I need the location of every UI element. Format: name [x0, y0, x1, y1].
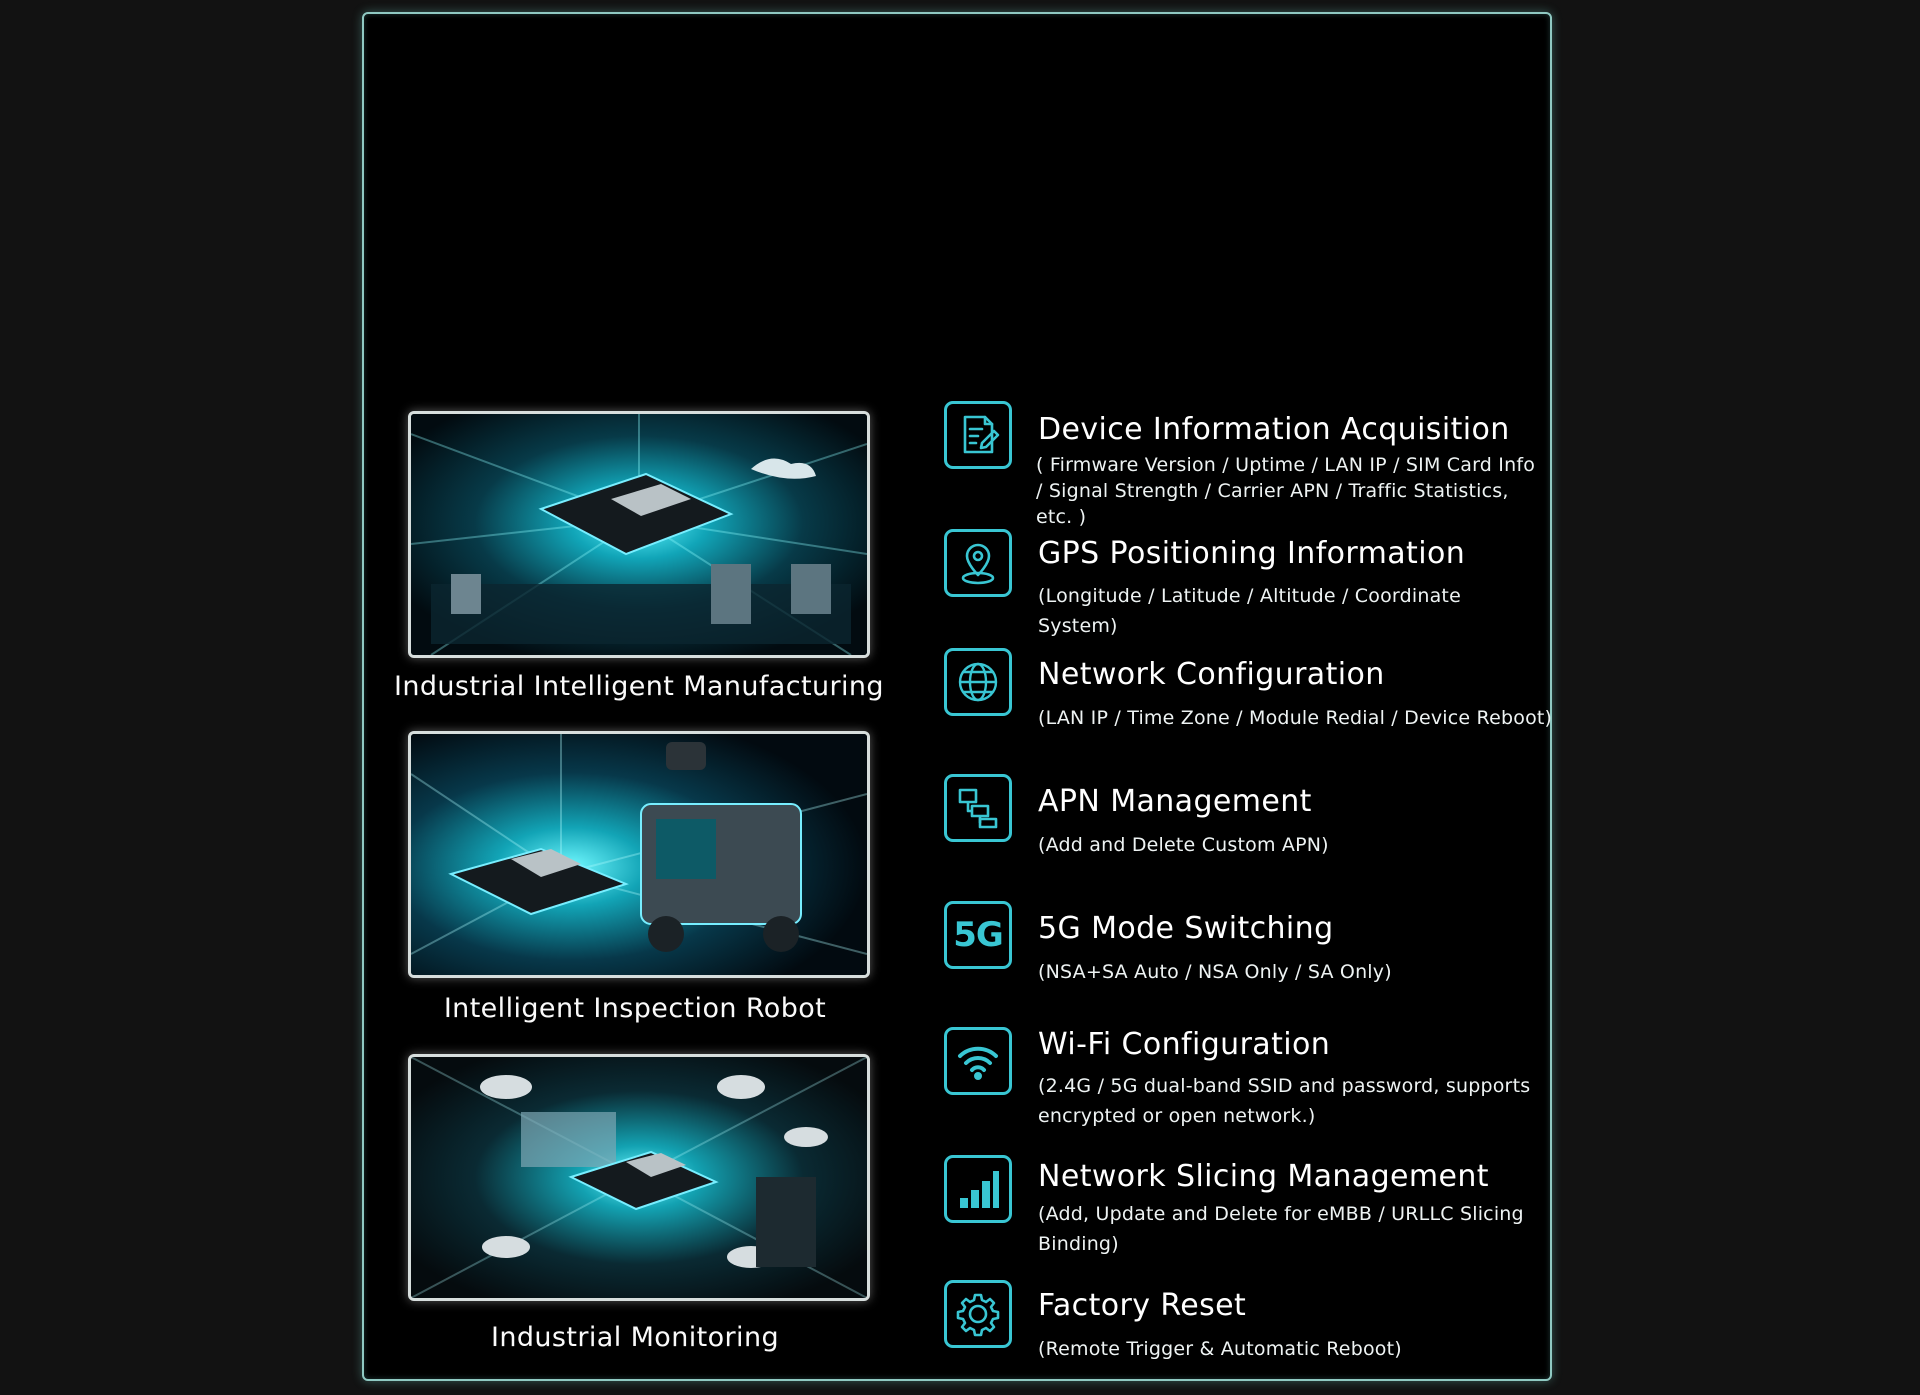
feature-title: Wi-Fi Configuration [1038, 1027, 1331, 1062]
case-caption: Industrial Intelligent Manufacturing [394, 671, 884, 702]
globe-icon [944, 648, 1012, 716]
feature-description: (Longitude / Latitude / Altitude / Coordinate System) [1038, 585, 1461, 637]
content-frame [362, 12, 1552, 1381]
feature-title: APN Management [1038, 784, 1312, 819]
feature-title: GPS Positioning Information [1038, 536, 1466, 571]
manufacturing-image [408, 411, 870, 658]
document-edit-icon [944, 401, 1012, 469]
feature-title: Network Slicing Management [1038, 1159, 1489, 1194]
wifi-icon [944, 1027, 1012, 1095]
feature-description: (2.4G / 5G dual-band SSID and password, supports encrypted or open network.) [1038, 1075, 1531, 1127]
gear-icon [944, 1280, 1012, 1348]
signal-bars-icon [944, 1155, 1012, 1223]
feature-title: Factory Reset [1038, 1288, 1247, 1323]
5g-icon-text: 5G [953, 915, 1003, 955]
feature-description: (Add and Delete Custom APN) [1038, 834, 1329, 856]
feature-title: Device Information Acquisition [1038, 412, 1510, 447]
feature-description: (LAN IP / Time Zone / Module Redial / Device Reboot) [1038, 707, 1553, 729]
feature-description: (Remote Trigger & Automatic Reboot) [1038, 1338, 1402, 1360]
network-tree-icon [944, 774, 1012, 842]
5g-icon [944, 901, 1012, 969]
case-caption: Intelligent Inspection Robot [443, 993, 827, 1024]
inspection-robot-image [408, 731, 870, 978]
feature-title: 5G Mode Switching [1038, 911, 1334, 946]
feature-description: (Add, Update and Delete for eMBB / URLLC Slicing Binding) [1038, 1203, 1524, 1255]
feature-title: Network Configuration [1038, 657, 1385, 692]
feature-description: (NSA+SA Auto / NSA Only / SA Only) [1038, 961, 1392, 983]
feature-description: ( Firmware Version / Uptime / LAN IP / SIM Card Info / Signal Strength / Carrier APN / Traffic Statistics, etc. ) [1036, 454, 1536, 528]
monitoring-image [408, 1054, 870, 1301]
location-pin-icon [944, 529, 1012, 597]
case-caption: Industrial Monitoring [491, 1322, 779, 1353]
